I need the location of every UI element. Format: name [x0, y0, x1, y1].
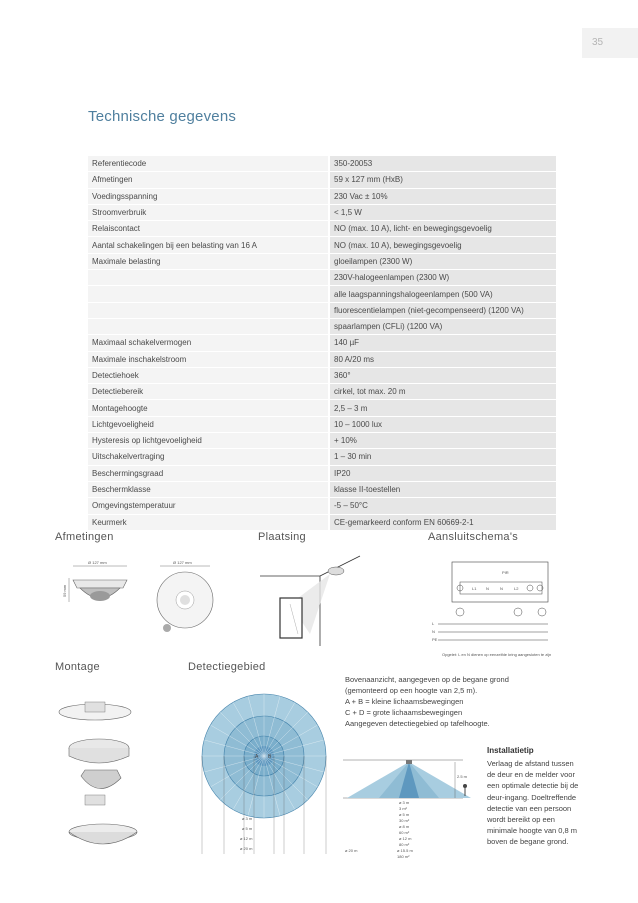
- terminal-l2: L2: [514, 586, 519, 591]
- spec-row: [88, 481, 556, 497]
- spec-row: [88, 221, 556, 237]
- spec-row: [88, 237, 556, 253]
- note-line: Aangegeven detectiegebied op tafelhoogte.: [345, 719, 490, 728]
- spec-row: [88, 367, 556, 383]
- note-line: (gemonteerd op een hoogte van 2,5 m).: [345, 686, 478, 695]
- spec-label: Beschermklasse: [88, 481, 329, 497]
- terminal-l1: L1: [472, 586, 477, 591]
- heading-montage: Montage: [55, 661, 100, 673]
- pir-label: PIR: [502, 570, 509, 575]
- spec-label: Lichtgevoeligheid: [88, 416, 329, 432]
- spec-value: alle laagspanningshalogeenlampen (500 VA): [329, 286, 556, 302]
- spec-row: [88, 335, 556, 351]
- note-line: A + B = kleine lichaamsbewegingen: [345, 697, 464, 706]
- spec-value: spaarlampen (CFLi) (1200 VA): [329, 318, 556, 334]
- spec-row: [88, 302, 556, 318]
- spec-row: [88, 253, 556, 269]
- mount-height: 2.5 m: [457, 774, 468, 779]
- spec-row: [88, 465, 556, 481]
- spec-label: [88, 270, 329, 286]
- spec-label: Beschermingsgraad: [88, 465, 329, 481]
- spec-row: [88, 188, 556, 204]
- spec-row: [88, 318, 556, 334]
- spec-row: [88, 416, 556, 432]
- spec-value: 140 µF: [329, 335, 556, 351]
- spec-value: cirkel, tot max. 20 m: [329, 384, 556, 400]
- spec-value: 2,5 – 3 m: [329, 400, 556, 416]
- spec-value: < 1,5 W: [329, 204, 556, 220]
- side-8m: ø 8 m: [399, 824, 410, 829]
- spec-row: [88, 514, 556, 530]
- spec-label: [88, 286, 329, 302]
- angle-1: 3 m²: [399, 806, 407, 811]
- spec-row: [88, 172, 556, 188]
- line-pe: PE: [432, 637, 438, 642]
- ring-12m: ø 12 m: [240, 836, 253, 841]
- wiring-diagram: [430, 556, 550, 666]
- spec-label: Afmetingen: [88, 172, 329, 188]
- height-label: 59 mm: [62, 584, 67, 597]
- spec-row: [88, 384, 556, 400]
- spec-label: [88, 302, 329, 318]
- spec-value: gloeilampen (2300 W): [329, 253, 556, 269]
- spec-label: Stroomverbruik: [88, 204, 329, 220]
- mounting-drawing: [55, 690, 165, 860]
- spec-value: fluorescentielampen (niet-gecompenseerd) (1200 VA): [329, 302, 556, 318]
- spec-value: 360°: [329, 367, 556, 383]
- line-n: N: [432, 629, 435, 634]
- detection-top-view: [200, 690, 340, 860]
- spec-label: Omgevingstemperatuur: [88, 498, 329, 514]
- spec-label: Montagehoogte: [88, 400, 329, 416]
- spec-row: [88, 270, 556, 286]
- placement-drawing: [260, 556, 360, 646]
- spec-row: [88, 351, 556, 367]
- spec-value: klasse II-toestellen: [329, 481, 556, 497]
- heading-aansluitschema: Aansluitschema's: [428, 531, 519, 543]
- angle-4: 80 m²: [399, 842, 410, 847]
- page-title: Technische gegevens: [88, 108, 237, 125]
- spec-label: Relaiscontact: [88, 221, 329, 237]
- angle-2: 30 m²: [399, 818, 410, 823]
- spec-value: NO (max. 10 A), bewegingsgevoelig: [329, 237, 556, 253]
- spec-label: Maximale belasting: [88, 253, 329, 269]
- spec-value: IP20: [329, 465, 556, 481]
- spec-value: + 10%: [329, 433, 556, 449]
- spec-row: [88, 449, 556, 465]
- spec-label: [88, 318, 329, 334]
- heading-afmetingen: Afmetingen: [55, 531, 114, 543]
- heading-detectiegebied: Detectiegebied: [188, 661, 266, 673]
- note-line: C + D = grote lichaamsbewegingen: [345, 708, 463, 717]
- spec-value: CE-gemarkeerd conform EN 60669-2-1: [329, 514, 556, 530]
- ring-5m: ø 5 m: [242, 826, 253, 831]
- spec-label: Voedingsspanning: [88, 188, 329, 204]
- width-label-2: Ø 127 mm: [173, 560, 192, 565]
- spec-value: NO (max. 10 A), licht- en bewegingsgevoelig: [329, 221, 556, 237]
- detection-side-view: [343, 758, 483, 858]
- zone-b-label: B: [268, 754, 272, 760]
- side-5m: ø 5 m: [399, 812, 410, 817]
- heading-plaatsing: Plaatsing: [258, 531, 306, 543]
- spec-label: Maximaal schakelvermogen: [88, 335, 329, 351]
- terminal-n2: N: [500, 586, 503, 591]
- side-15m: ø 15.5 m: [397, 848, 413, 853]
- ring-3m: ø 3 m: [242, 816, 253, 821]
- side-3m: ø 3 m: [399, 800, 410, 805]
- spec-label: Maximale inschakelstroom: [88, 351, 329, 367]
- spec-value: 230 Vac ± 10%: [329, 188, 556, 204]
- note-line: Bovenaanzicht, aangegeven op de begane grond: [345, 675, 509, 684]
- spec-label: Aantal schakelingen bij een belasting van 16 A: [88, 237, 329, 253]
- angle-5: 180 m²: [397, 854, 410, 859]
- spec-row: [88, 433, 556, 449]
- spec-label: Hysteresis op lichtgevoeligheid: [88, 433, 329, 449]
- spec-value: 350-20053: [329, 156, 556, 172]
- installation-tip-text: Verlaag de afstand tussen de deur en de melder voor een optimale detectie bij de deur-ingang. Doeltreffende detectie van een persoon wordt bereikt op een minimale hoogte van 0,8 m boven de begane grond.: [487, 759, 579, 847]
- detection-note: [345, 674, 555, 729]
- spec-row: [88, 204, 556, 220]
- dimensions-drawing: [55, 558, 235, 638]
- side-12m: ø 12 m: [399, 836, 412, 841]
- spec-row: [88, 286, 556, 302]
- specs-table: [88, 156, 556, 531]
- wiring-note: Opgelet: L en N dienen op eenzelfde kring aangesloten te zijn: [442, 652, 552, 657]
- spec-row: [88, 400, 556, 416]
- ring-20m: ø 20 m: [240, 846, 253, 851]
- installation-tip-title: Installatietip: [487, 746, 534, 755]
- angle-3: 60 m²: [399, 830, 410, 835]
- zone-a-label: A: [255, 754, 259, 760]
- spec-value: 59 x 127 mm (HxB): [329, 172, 556, 188]
- side-20m: ø 20 m: [345, 848, 358, 853]
- spec-value: 1 – 30 min: [329, 449, 556, 465]
- spec-label: Detectiebereik: [88, 384, 329, 400]
- spec-row: [88, 498, 556, 514]
- spec-row: [88, 156, 556, 172]
- spec-label: Referentiecode: [88, 156, 329, 172]
- spec-label: Detectiehoek: [88, 367, 329, 383]
- line-l: L: [432, 621, 435, 626]
- width-label: Ø 127 mm: [88, 560, 107, 565]
- spec-value: 230V-halogeenlampen (2300 W): [329, 270, 556, 286]
- spec-value: -5 – 50°C: [329, 498, 556, 514]
- page-number: 35: [582, 28, 638, 58]
- spec-label: Keurmerk: [88, 514, 329, 530]
- spec-value: 10 – 1000 lux: [329, 416, 556, 432]
- spec-value: 80 A/20 ms: [329, 351, 556, 367]
- terminal-n1: N: [486, 586, 489, 591]
- spec-label: Uitschakelvertraging: [88, 449, 329, 465]
